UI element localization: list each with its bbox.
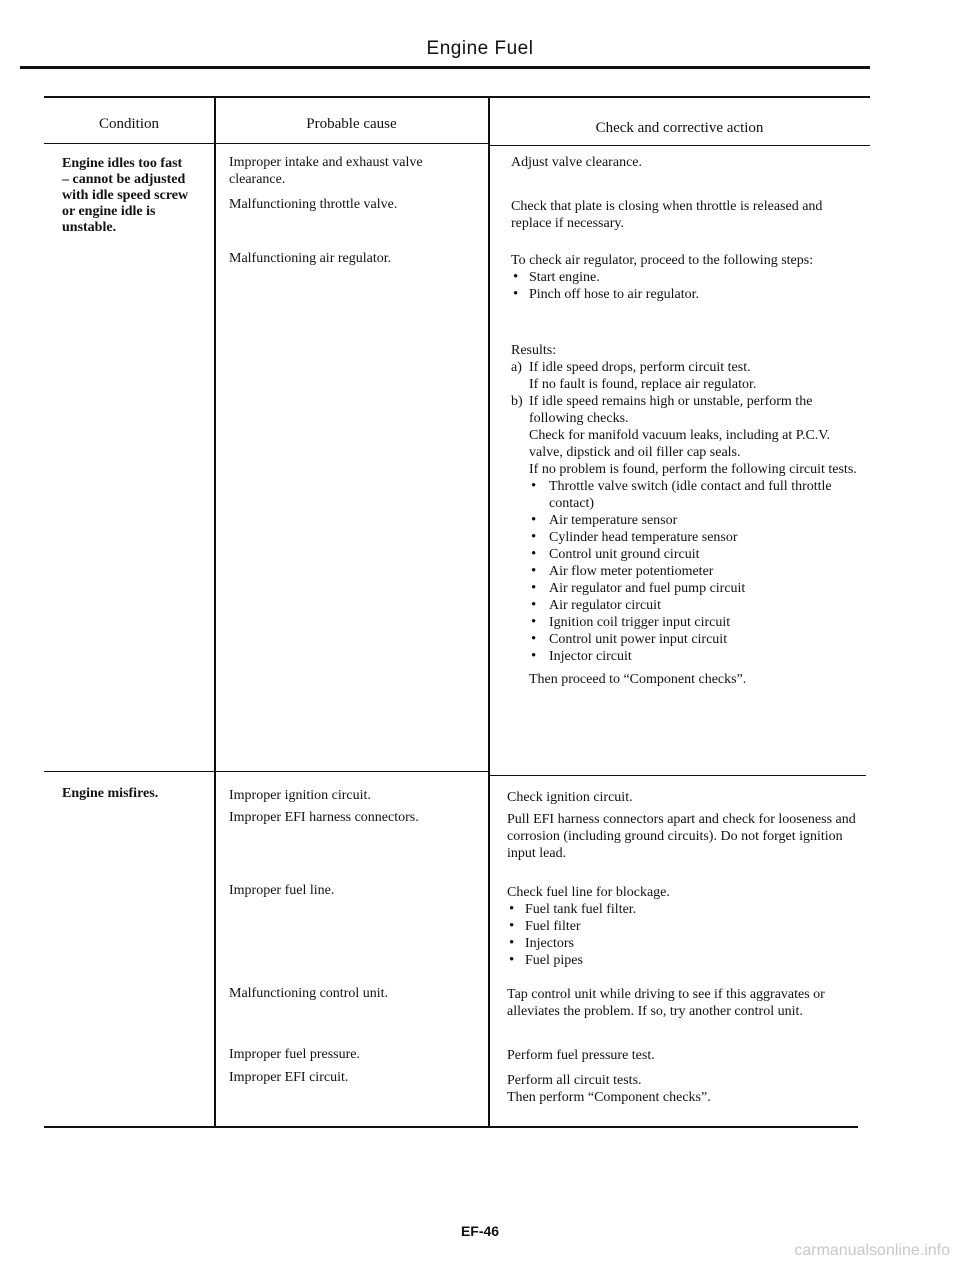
- page-number: EF-46: [460, 1223, 500, 1239]
- component-checks: Then perform “Component checks”.: [507, 1090, 711, 1105]
- header-probable-cause: Probable cause: [306, 116, 397, 132]
- column-divider-1: [214, 96, 216, 1126]
- condition-line: Engine idles too fast: [62, 156, 183, 171]
- page-title: Engine Fuel: [426, 38, 534, 59]
- table-top-rule: [44, 96, 870, 98]
- row2-cause-4: Malfunctioning control unit.: [229, 986, 389, 1001]
- condition-line: or engine idle is: [62, 204, 156, 219]
- header-condition: Condition: [98, 116, 159, 132]
- row1-cause-3: Malfunctioning air regulator.: [229, 251, 392, 266]
- test-item: • Air temperature sensor: [511, 512, 861, 529]
- row2-action-6: [507, 1072, 857, 1106]
- results-label: Results:: [511, 343, 557, 358]
- result-b: [511, 393, 861, 478]
- row2-action-4: Tap control unit while driving to see if this aggravates or alleviates the problem. If so, try another control unit.: [507, 987, 825, 1019]
- watermark: carmanualsonline.info: [794, 1242, 950, 1259]
- test-item: • Injector circuit: [511, 648, 861, 665]
- header-corrective-action: Check and corrective action: [595, 120, 764, 136]
- test-item: • Ignition coil trigger input circuit: [511, 614, 861, 631]
- row2-cause-3: Improper fuel line.: [229, 883, 335, 898]
- result-b-label: b): [511, 394, 523, 409]
- header-rule-cause: [215, 143, 488, 144]
- result-a: [511, 359, 861, 393]
- row2-action-3: [507, 884, 857, 969]
- step-bullet: • Pinch off hose to air regulator.: [511, 286, 861, 303]
- condition-line: unstable.: [62, 220, 117, 235]
- row2-cause-5: Improper fuel pressure.: [229, 1047, 361, 1062]
- test-item: • Cylinder head temperature sensor: [511, 529, 861, 546]
- fuel-line-item: • Fuel tank fuel filter.: [507, 901, 857, 918]
- row-divider-right: [489, 775, 866, 776]
- fuel-line-item: • Fuel filter: [507, 918, 857, 935]
- row2-action-2: Pull EFI harness connectors apart and check for looseness and corrosion (including ground circuits). Do not forget ignition input lead.: [507, 812, 856, 861]
- test-item: • Air flow meter potentiometer: [511, 563, 861, 580]
- fuel-line-item: • Injectors: [507, 935, 857, 952]
- air-regulator-intro: To check air regulator, proceed to the following steps:: [511, 253, 814, 268]
- header-rule-action: [489, 145, 870, 146]
- result-a-text: If idle speed drops, perform circuit test.: [529, 360, 751, 375]
- circuit-tests: Perform all circuit tests.: [507, 1073, 642, 1088]
- row2-action-5: Perform fuel pressure test.: [507, 1048, 655, 1063]
- table-bottom-rule: [44, 1126, 858, 1128]
- row2-cause-6: Improper EFI circuit.: [229, 1070, 349, 1085]
- test-item: • Air regulator circuit: [511, 597, 861, 614]
- row1-action-2: Check that plate is closing when throttle is released and replace if necessary.: [511, 199, 823, 231]
- header-rule-condition: [44, 143, 214, 144]
- test-item: • Control unit ground circuit: [511, 546, 861, 563]
- row2-action-1: Check ignition circuit.: [507, 790, 633, 805]
- condition-line: – cannot be adjusted: [62, 172, 186, 187]
- column-divider-2: [488, 96, 490, 1126]
- fuel-line-check: Check fuel line for blockage.: [507, 885, 670, 900]
- result-a-label: a): [511, 360, 522, 375]
- test-item: • Control unit power input circuit: [511, 631, 861, 648]
- row2-condition: Engine misfires.: [62, 786, 159, 801]
- row1-results: [511, 342, 861, 688]
- row1-action-1: Adjust valve clearance.: [511, 155, 642, 170]
- result-a-text: If no fault is found, replace air regulator.: [529, 377, 757, 392]
- test-item: • Throttle valve switch (idle contact and full throttle contact): [511, 478, 861, 512]
- result-b-text: If no problem is found, perform the following circuit tests.: [529, 462, 857, 477]
- title-rule: [20, 66, 870, 69]
- condition-line: with idle speed screw: [62, 188, 189, 203]
- row-divider-left: [44, 771, 488, 772]
- row2-cause-1: Improper ignition circuit.: [229, 788, 371, 803]
- result-b-text: If idle speed remains high or unstable, perform the following checks.: [529, 394, 813, 426]
- test-item: • Air regulator and fuel pump circuit: [511, 580, 861, 597]
- row1-action-3: [511, 252, 861, 303]
- then-proceed: Then proceed to “Component checks”.: [529, 672, 747, 687]
- row1-condition: [62, 156, 212, 236]
- row1-cause-2: Malfunctioning throttle valve.: [229, 197, 398, 212]
- fuel-line-item: • Fuel pipes: [507, 952, 857, 969]
- row2-cause-2: Improper EFI harness connectors.: [229, 810, 419, 825]
- step-bullet: • Start engine.: [511, 269, 861, 286]
- row1-cause-1: Improper intake and exhaust valve clearance.: [229, 155, 423, 187]
- result-b-text: Check for manifold vacuum leaks, including at P.C.V. valve, dipstick and oil filler cap seals.: [529, 428, 831, 460]
